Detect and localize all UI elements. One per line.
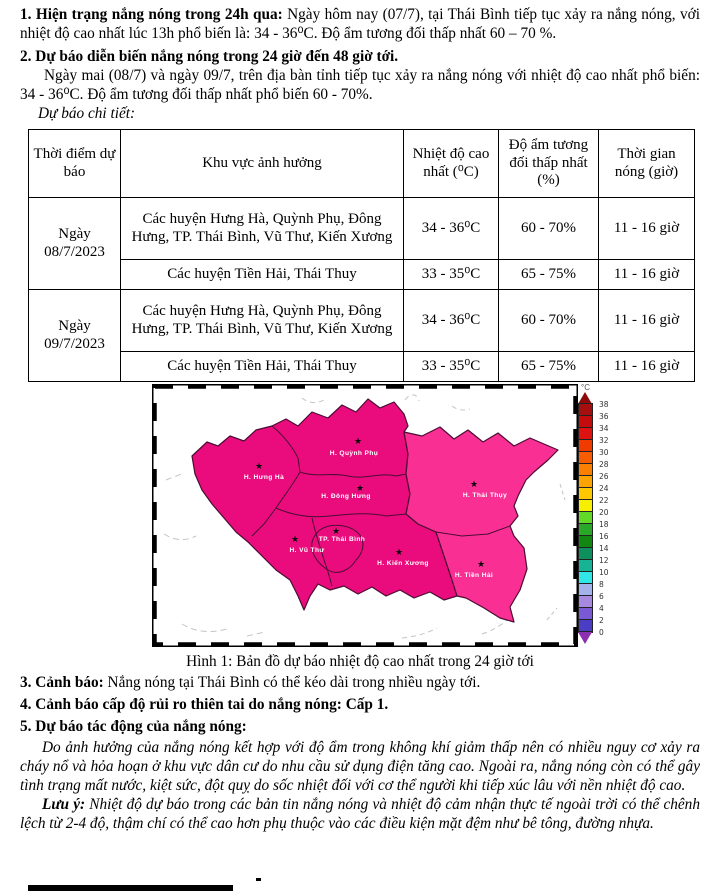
colorbar-tick-label: 18 <box>599 520 609 529</box>
note-text: Nhiệt độ dự báo trong các bản tin nắng nóng và nhiệt độ cảm nhận thực tế ngoài trời có thể chênh lệch từ 2-4 độ, thậm chí có thể cao hơn phụ thuộc vào các điều kiện mặt đệm như bê tông, đường nhựa. <box>20 796 700 832</box>
district-star-icon: ★ <box>353 437 363 447</box>
colorbar-tick-label: 30 <box>599 448 609 457</box>
district-star-icon: ★ <box>394 548 404 558</box>
col-header-time: Thời điểm dự báo <box>29 130 121 198</box>
colorbar-tick-label: 16 <box>599 532 609 541</box>
section-2-paragraph: Ngày mai (08/7) và ngày 09/7, trên địa bàn tỉnh tiếp tục xảy ra nắng nóng với nhiệt độ cao nhất phổ biến: 34 - 36⁰C. Độ ẩm tương đối thấp nhất phổ biến 60 - 70%. <box>20 67 700 103</box>
colorbar-bottom-arrow-icon <box>578 632 592 644</box>
colorbar-segment <box>579 536 592 548</box>
district-star-icon: ★ <box>331 527 341 537</box>
detail-label: Dự báo chi tiết: <box>38 105 136 122</box>
date-cell: Ngày 08/7/2023 <box>29 198 121 290</box>
colorbar-segment <box>579 548 592 560</box>
colorbar-tick-label: 4 <box>599 604 604 613</box>
colorbar-segment <box>579 608 592 620</box>
table-row <box>29 198 695 260</box>
colorbar-tick-label: 22 <box>599 496 609 505</box>
colorbar-tick-label: 32 <box>599 436 609 445</box>
colorbar-segment <box>579 464 592 476</box>
district-star-icon: ★ <box>355 484 365 494</box>
temp-cell: 33 - 35⁰C <box>404 260 499 290</box>
colorbar-segment <box>579 416 592 428</box>
humidity-cell: 65 - 75% <box>499 260 599 290</box>
colorbar-segment <box>579 488 592 500</box>
colorbar-tick-label: 20 <box>599 508 609 517</box>
colorbar-tick-label: 34 <box>599 424 609 433</box>
colorbar-unit-label: °C <box>581 383 590 392</box>
colorbar-segment <box>579 428 592 440</box>
section-5-heading: 5. Dự báo tác động của nắng nóng: <box>20 718 247 735</box>
colorbar-tick-label: 6 <box>599 592 604 601</box>
colorbar-tick-label: 14 <box>599 544 609 553</box>
col-header-humidity: Độ ẩm tương đối thấp nhất (%) <box>499 130 599 198</box>
impact-paragraph: Do ảnh hưởng của nắng nóng kết hợp với độ ẩm trong không khí giảm thấp nên có nhiều nguy cơ xảy ra cháy nổ và hỏa hoạn ở khu vực dân cư do nhu cầu sử dụng điện tăng cao. Ngoài ra, nắng nóng còn có thể gây tình trạng mất nước, kiệt sức, đột quỵ do sốc nhiệt đối với cơ thể người khi tiếp xúc lâu với nền nhiệt độ cao. <box>20 739 700 794</box>
district-star-icon: ★ <box>469 480 479 490</box>
section-1-heading: 1. Hiện trạng nắng nóng trong 24h qua: <box>20 6 283 23</box>
cutoff-next-line-bar <box>28 885 233 891</box>
colorbar-segment <box>579 500 592 512</box>
district-label: H. Tiền Hải <box>454 572 494 579</box>
colorbar-segment <box>579 476 592 488</box>
section-1-paragraph <box>20 5 700 43</box>
colorbar-segment <box>579 524 592 536</box>
hours-cell: 11 - 16 giờ <box>599 260 695 290</box>
colorbar-segment <box>579 572 592 584</box>
colorbar-tick-label: 10 <box>599 568 609 577</box>
temp-cell: 33 - 35⁰C <box>404 352 499 382</box>
cutoff-accent-mark <box>256 878 261 881</box>
section-4-heading: 4. Cảnh báo cấp độ rủi ro thiên tai do nắng nóng: Cấp 1. <box>20 696 389 713</box>
district-label: TP. Thái Bình <box>318 536 366 543</box>
thai-binh-map <box>152 384 578 647</box>
table-row <box>29 260 695 290</box>
area-cell: Các huyện Tiền Hải, Thái Thuy <box>121 260 404 290</box>
district-label: H. Đông Hưng <box>321 493 371 500</box>
section-1-text: Ngày hôm nay (07/7), tại Thái Bình tiếp tục xảy ra nắng nóng, với nhiệt độ cao nhất lúc 13h phổ biến là: 34 - 36⁰C. Độ ẩm tương đối thấp nhất 60 – 70 %. <box>20 6 700 42</box>
figure-caption: Hình 1: Bản đồ dự báo nhiệt độ cao nhất trong 24 giờ tới <box>186 653 534 670</box>
colorbar-tick-label: 8 <box>599 580 604 589</box>
humidity-cell: 60 - 70% <box>499 198 599 260</box>
section-3-paragraph <box>20 673 700 692</box>
colorbar-tick-label: 12 <box>599 556 609 565</box>
col-header-hours: Thời gian nóng (giờ) <box>599 130 695 198</box>
temperature-colorbar <box>578 383 620 646</box>
table-row <box>29 290 695 352</box>
section-3-heading: 3. Cảnh báo: <box>20 674 104 691</box>
district-star-icon: ★ <box>254 462 264 472</box>
colorbar-tick-label: 36 <box>599 412 609 421</box>
colorbar-segment <box>579 404 592 416</box>
colorbar-tick-label: 0 <box>599 628 604 637</box>
district-label: H. Thái Thụy <box>462 492 508 499</box>
colorbar-segment <box>579 620 592 632</box>
district-star-icon: ★ <box>290 535 300 545</box>
forecast-table <box>28 129 695 382</box>
area-cell: Các huyện Tiền Hải, Thái Thuy <box>121 352 404 382</box>
humidity-cell: 60 - 70% <box>499 290 599 352</box>
hours-cell: 11 - 16 giờ <box>599 198 695 260</box>
humidity-cell: 65 - 75% <box>499 352 599 382</box>
hours-cell: 11 - 16 giờ <box>599 290 695 352</box>
note-label: Lưu ý: <box>42 796 86 813</box>
section-3-text: Nắng nóng tại Thái Bình có thể kéo dài trong nhiều ngày tới. <box>103 674 481 691</box>
colorbar-tick-label: 28 <box>599 460 609 469</box>
colorbar-segment <box>579 560 592 572</box>
district-label: H. Vũ Thư <box>289 547 325 554</box>
district-label: H. Kiến Xương <box>377 560 429 567</box>
colorbar-segment <box>579 596 592 608</box>
district-label: H. Hưng Hà <box>243 474 285 481</box>
col-header-area: Khu vực ảnh hưởng <box>121 130 404 198</box>
colorbar-tick-label: 2 <box>599 616 604 625</box>
colorbar-tick-label: 24 <box>599 484 609 493</box>
area-cell: Các huyện Hưng Hà, Quỳnh Phụ, Đông Hưng, TP. Thái Bình, Vũ Thư, Kiến Xương <box>121 198 404 260</box>
table-header-row <box>29 130 695 198</box>
date-cell: Ngày 09/7/2023 <box>29 290 121 382</box>
note-paragraph <box>20 795 700 833</box>
col-header-temp: Nhiệt độ cao nhất (⁰C) <box>404 130 499 198</box>
colorbar-segment <box>579 512 592 524</box>
section-2-heading: 2. Dự báo diễn biến nắng nóng trong 24 giờ đến 48 giờ tới. <box>20 48 399 65</box>
colorbar-segment <box>579 452 592 464</box>
temp-cell: 34 - 36⁰C <box>404 290 499 352</box>
map-figure <box>20 384 700 649</box>
hours-cell: 11 - 16 giờ <box>599 352 695 382</box>
area-cell: Các huyện Hưng Hà, Quỳnh Phụ, Đông Hưng, TP. Thái Bình, Vũ Thư, Kiến Xương <box>121 290 404 352</box>
colorbar-segment <box>579 440 592 452</box>
colorbar-segments <box>579 404 592 632</box>
colorbar-top-arrow-icon <box>578 392 592 404</box>
colorbar-segment <box>579 584 592 596</box>
district-label: H. Quỳnh Phụ <box>329 450 379 457</box>
district-star-icon: ★ <box>476 560 486 570</box>
colorbar-tick-label: 38 <box>599 400 609 409</box>
colorbar-tick-label: 26 <box>599 472 609 481</box>
temp-cell: 34 - 36⁰C <box>404 198 499 260</box>
table-row <box>29 352 695 382</box>
